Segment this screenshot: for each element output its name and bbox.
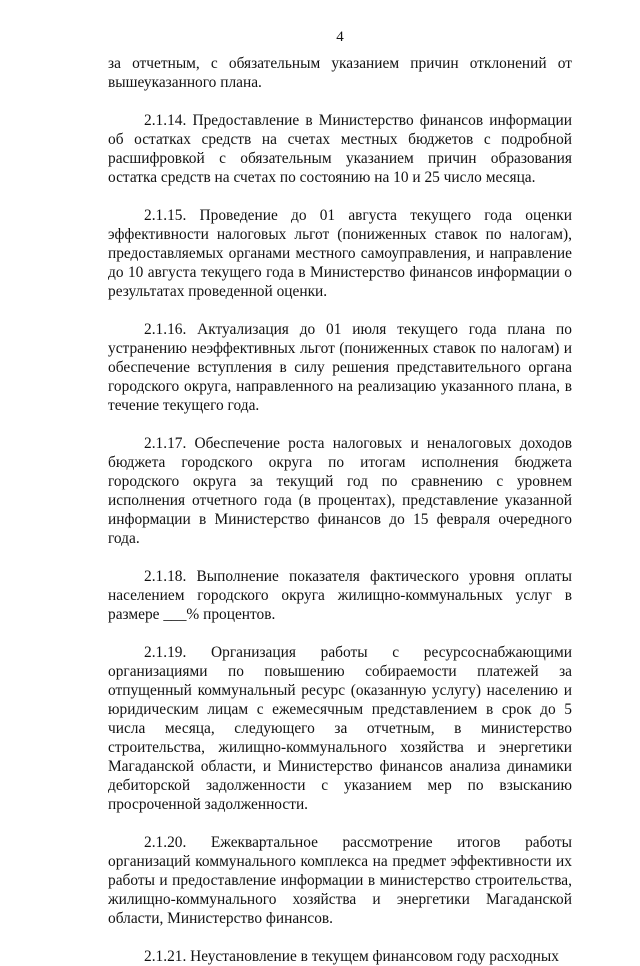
document-page — [108, 30, 572, 966]
paragraph-continuation: за отчетным, с обязательным указанием причин отклонений от вышеуказанного плана. — [108, 55, 572, 91]
page-number: 4 — [336, 29, 344, 45]
paragraph-2-1-20: 2.1.20. Ежеквартальное рассмотрение итогов работы организаций коммунального комплекса на предмет эффективности их работы и предоставление информации в министерство строительства, жилищно-коммунального хозяйства и энергетики Магаданской области, Министерство финансов. — [108, 834, 572, 927]
paragraph-2-1-19: 2.1.19. Организация работы с ресурсоснабжающими организациями по повышению собираемости платежей за отпущенный коммунальный ресурс (оказанную услугу) населению и юридическим лицам с ежемесячным представлением в срок до 5 числа месяца, следующего за отчетным, в министерство строительства, жилищно-коммунального хозяйства и энергетики Магаданской области, и Министерство финансов анализа динамики дебиторской задолженности с указанием мер по взысканию просроченной задолженности. — [108, 644, 572, 813]
paragraph-2-1-21: 2.1.21. Неустановление в текущем финансовом году расходных — [144, 948, 559, 965]
paragraph-2-1-18: 2.1.18. Выполнение показателя фактического уровня оплаты населением городского округа жилищно-коммунальных услуг в размере ___% процентов. — [108, 568, 572, 623]
paragraph-2-1-17: 2.1.17. Обеспечение роста налоговых и неналоговых доходов бюджета городского округа по итогам исполнения бюджета городского округа за текущий год по сравнению с уровнем исполнения отчетного года (в процентах), представление указанной информации в Министерство финансов до 15 февраля очередного года. — [108, 435, 572, 547]
paragraph-2-1-15: 2.1.15. Проведение до 01 августа текущего года оценки эффективности налоговых льгот (пониженных ставок по налогам), предоставляемых органами местного самоуправления, и направление до 10 августа текущего года в Министерство финансов информации о результатах проведенной оценки. — [108, 207, 572, 300]
paragraph-2-1-16: 2.1.16. Актуализация до 01 июля текущего года плана по устранению неэффективных льгот (пониженных ставок по налогам) и обеспечение вступления в силу решения представительного органа городского округа, направленного на реализацию указанного плана, в течение текущего года. — [108, 321, 572, 414]
paragraph-2-1-14: 2.1.14. Предоставление в Министерство финансов информации об остатках средств на счетах местных бюджетов с подробной расшифровкой с обязательным указанием причин образования остатка средств на счетах по состоянию на 10 и 25 число месяца. — [108, 112, 572, 186]
